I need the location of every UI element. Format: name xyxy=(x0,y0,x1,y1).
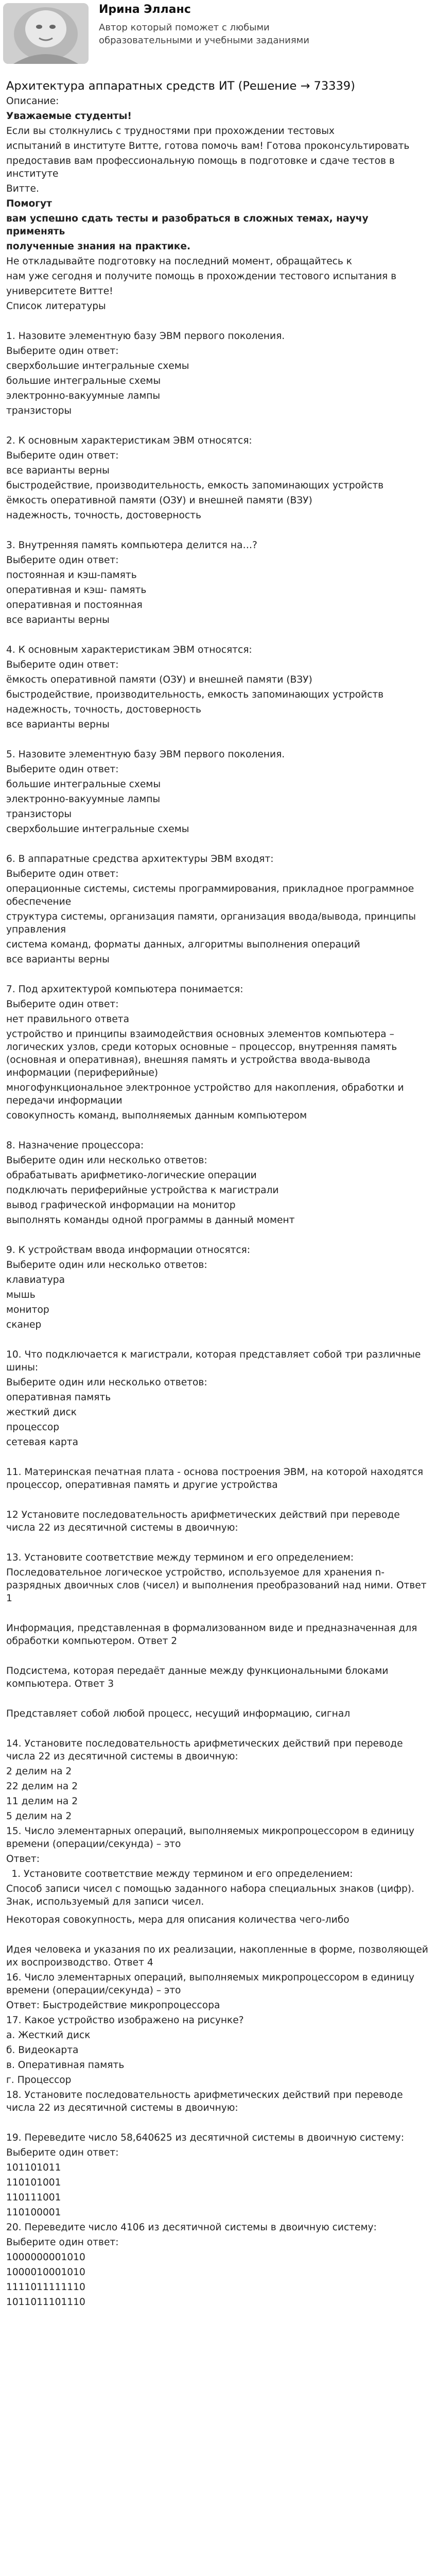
intro-line: Список литературы xyxy=(6,301,106,312)
question-line: 110101001 xyxy=(6,2177,61,2188)
question-line: 14. Установите последовательность арифметических действий при переводе числа 22 из десятичной системы в двоичную: xyxy=(6,1738,403,1762)
question-block xyxy=(6,1507,430,1535)
question-line: Ответ: Быстродействие микропроцессора xyxy=(6,2000,220,2011)
question-line: Выберите один ответ: xyxy=(6,346,119,357)
question-line: в. Оперативная память xyxy=(6,2060,125,2071)
author-info xyxy=(99,3,341,47)
intro-line: Уважаемые студенты! xyxy=(6,111,132,122)
question-line: 110100001 xyxy=(6,2207,61,2218)
question-line: 101101011 xyxy=(6,2162,61,2173)
question-block xyxy=(6,1465,430,1493)
question-block xyxy=(6,1138,430,1228)
question-block xyxy=(6,1942,430,2115)
question-line: жесткий диск xyxy=(6,1407,77,1418)
definition-line: Некоторая совокупность, мера для описания количества чего-либо xyxy=(6,1914,350,1925)
question-line: устройство и принципы взаимодействия основных элементов компьютера – логических узлов, среди которых основные – процессор, внутренняя память (основная и оперативная), внешняя память и устройства ввода-вывода информации (периферийные) xyxy=(6,1029,397,1078)
numbered-item: 1. Установите соответствие между термином и его определением: xyxy=(24,1867,430,1882)
question-line: 19. Переведите число 58,640625 из десятичной системы в двоичную систему: xyxy=(6,2132,404,2143)
question-line: а. Жесткий диск xyxy=(6,2030,91,2041)
question-line: 12 Установите последовательность арифметических действий при переводе числа 22 из десятичной системы в двоичную: xyxy=(6,1510,400,1533)
question-block xyxy=(6,1621,430,1649)
author-name[interactable]: Ирина Элланс xyxy=(99,3,191,16)
question-line: оперативная память xyxy=(6,1392,111,1403)
question-line: быстродействие, производительность, емкость запоминающих устройств xyxy=(6,480,384,491)
question-line: процессор xyxy=(6,1422,60,1433)
question-block xyxy=(6,642,430,732)
question-block xyxy=(6,1550,430,1606)
question-line: ёмкость оперативной памяти (ОЗУ) и внешней памяти (ВЗУ) xyxy=(6,495,312,506)
question-line: система команд, форматы данных, алгоритмы выполнения операций xyxy=(6,939,360,950)
intro-section xyxy=(6,94,430,314)
question-line: 1000010001010 xyxy=(6,2267,85,2278)
question-line: 3. Внутренняя память компьютера делится на…? xyxy=(6,540,257,551)
intro-line: Если вы столкнулись с трудностями при прохождении тестовых xyxy=(6,126,335,137)
question-line: совокупность команд, выполняемых данным компьютером xyxy=(6,1110,307,1121)
question-line: 1011011101110 xyxy=(6,2297,85,2308)
question-line: вывод графической информации на монитор xyxy=(6,1200,236,1211)
intro-line: Описание: xyxy=(6,96,59,107)
question-line: мышь xyxy=(6,1290,36,1300)
question-line: 110111001 xyxy=(6,2192,61,2203)
question-line: все варианты верны xyxy=(6,615,110,625)
question-line: г. Процессор xyxy=(6,2075,72,2086)
author-header xyxy=(0,0,436,78)
definition-line: Способ записи чисел с помощью заданного набора специальных знаков (цифр). Знак, используемый для записи чисел. xyxy=(6,1884,414,1907)
author-avatar xyxy=(3,3,89,64)
intro-line: испытаний в институте Витте, готова помочь вам! Готова проконсультировать xyxy=(6,141,410,151)
question-line: 11. Материнская печатная плата - основа построения ЭВМ, на которой находятся процессор, оперативная память и другие устройства xyxy=(6,1467,424,1490)
question-line: Идея человека и указания по их реализации, накопленные в форме, позволяющей их воспроизводство. Ответ 4 xyxy=(6,1944,428,1968)
question-block xyxy=(6,1736,430,1867)
question-line: Выберите один ответ: xyxy=(6,2237,119,2248)
question-line: сетевая карта xyxy=(6,1437,79,1448)
questions-section-2 xyxy=(6,1942,430,2310)
questions-section xyxy=(6,329,430,1867)
intro-line: вам успешно сдать тесты и разобраться в сложных темах, научу применять xyxy=(6,213,369,237)
question-line: 16. Число элементарных операций, выполняемых микропроцессором в единицу времени (операции/секунда) – это xyxy=(6,1972,414,1996)
question-line: Выберите один ответ: xyxy=(6,999,119,1010)
question-line: подключать периферийные устройства к магистрали xyxy=(6,1185,279,1196)
question-line: 17. Какое устройство изображено на рисунке? xyxy=(6,2015,244,2026)
question-line: все варианты верны xyxy=(6,719,110,730)
question-line: большие интегральные схемы xyxy=(6,376,161,386)
question-line: большие интегральные схемы xyxy=(6,779,161,790)
intro-line: полученные знания на практике. xyxy=(6,241,191,252)
intro-line: Не откладывайте подготовку на последний момент, обращайтесь к xyxy=(6,256,352,267)
question-line: транзисторы xyxy=(6,809,72,820)
question-line: Выберите один или несколько ответов: xyxy=(6,1155,207,1166)
question-line: 9. К устройствам ввода информации относятся: xyxy=(6,1245,251,1256)
question-block xyxy=(6,982,430,1123)
question-line: Информация, представленная в формализованном виде и предназначенная для обработки компьютером. Ответ 2 xyxy=(6,1623,417,1647)
question-line: Выберите один или несколько ответов: xyxy=(6,1377,207,1388)
question-line: клавиатура xyxy=(6,1275,65,1285)
question-line: нет правильного ответа xyxy=(6,1014,129,1025)
question-block xyxy=(6,1706,430,1721)
document-title: Архитектура аппаратных средств ИТ (Решение → 73339) xyxy=(6,79,355,93)
question-line: 2 делим на 2 xyxy=(6,1766,72,1777)
question-line: 5. Назовите элементную базу ЭВМ первого поколения. xyxy=(6,749,285,760)
question-line: ёмкость оперативной памяти (ОЗУ) и внешней памяти (ВЗУ) xyxy=(6,674,312,685)
question-line: 13. Установите соответствие между термином и его определением: xyxy=(6,1552,354,1563)
question-line: 11 делим на 2 xyxy=(6,1796,78,1807)
question-line: Выберите один ответ: xyxy=(6,450,119,461)
question-line: постоянная и кэш-память xyxy=(6,570,137,581)
question-line: выполнять команды одной программы в данный момент xyxy=(6,1215,295,1226)
question-line: Подсистема, которая передаёт данные между функциональными блоками компьютера. Ответ 3 xyxy=(6,1666,389,1689)
document-body xyxy=(0,78,436,2310)
intro-line: Помогут xyxy=(6,198,52,209)
question-line: 6. В аппаратные средства архитектуры ЭВМ входят: xyxy=(6,854,274,865)
definitions-section xyxy=(6,1882,430,1927)
intro-line: нам уже сегодня и получите помощь в прохождении тестового испытания в xyxy=(6,271,397,282)
question-block xyxy=(6,329,430,418)
question-line: надежность, точность, достоверность xyxy=(6,704,201,715)
question-line: 1. Назовите элементную базу ЭВМ первого поколения. xyxy=(6,331,285,342)
question-line: Последовательное логическое устройство, используемое для хранения n-разрядных двоичных слов (чисел) и выполнения преобразований над ними. Ответ 1 xyxy=(6,1567,427,1604)
avatar-image-icon xyxy=(3,3,89,64)
question-line: Выберите один ответ: xyxy=(6,869,119,879)
question-line: все варианты верны xyxy=(6,465,110,476)
question-line: 1000000001010 xyxy=(6,2252,85,2263)
question-block xyxy=(6,433,430,523)
question-line: монитор xyxy=(6,1304,49,1315)
question-line: Выберите один или несколько ответов: xyxy=(6,1260,207,1270)
question-line: сканер xyxy=(6,1319,42,1330)
intro-line: Витте. xyxy=(6,183,39,194)
question-line: 4. К основным характеристикам ЭВМ относятся: xyxy=(6,645,252,655)
question-line: оперативная и кэш- память xyxy=(6,585,147,596)
question-line: все варианты верны xyxy=(6,954,110,965)
question-line: Ответ: xyxy=(6,1854,40,1865)
question-line: транзисторы xyxy=(6,405,72,416)
question-line: 18. Установите последовательность арифметических действий при переводе числа 22 из десятичной системы в двоичную: xyxy=(6,2090,403,2113)
question-line: операционные системы, системы программирования, прикладное программное обеспечение xyxy=(6,884,414,907)
question-line: надежность, точность, достоверность xyxy=(6,510,201,521)
question-line: Выберите один ответ: xyxy=(6,764,119,775)
question-line: сверхбольшие интегральные схемы xyxy=(6,361,189,371)
intro-line: университете Витте! xyxy=(6,286,113,297)
question-line: обрабатывать арифметико-логические операции xyxy=(6,1170,257,1181)
question-block xyxy=(6,1664,430,1691)
numbered-list xyxy=(6,1867,430,1882)
question-line: Выберите один ответ: xyxy=(6,659,119,670)
question-line: Выберите один ответ: xyxy=(6,555,119,566)
question-line: структура системы, организация памяти, организация ввода/вывода, принципы управления xyxy=(6,911,416,935)
author-description: Автор который поможет с любыми образовательными и учебными заданиями xyxy=(99,22,309,46)
question-line: 2. К основным характеристикам ЭВМ относятся: xyxy=(6,435,252,446)
question-block xyxy=(6,538,430,628)
question-line: многофункциональное электронное устройство для накопления, обработки и передачи информации xyxy=(6,1082,404,1106)
question-line: Представляет собой любой процесс, несущий информацию, сигнал xyxy=(6,1708,351,1719)
question-line: электронно-вакуумные лампы xyxy=(6,391,161,401)
question-line: 1111011111110 xyxy=(6,2282,85,2293)
question-block xyxy=(6,747,430,837)
question-line: 20. Переведите число 4106 из десятичной системы в двоичную систему: xyxy=(6,2222,377,2233)
question-line: 5 делим на 2 xyxy=(6,1811,72,1822)
question-block xyxy=(6,2130,430,2310)
question-line: 8. Назначение процессора: xyxy=(6,1140,144,1151)
question-line: быстродействие, производительность, емкость запоминающих устройств xyxy=(6,689,384,700)
question-block xyxy=(6,1243,430,1332)
question-line: 7. Под архитектурой компьютера понимается: xyxy=(6,984,243,995)
question-line: электронно-вакуумные лампы xyxy=(6,794,161,805)
intro-line: предоставив вам профессиональную помощь в подготовке и сдаче тестов в институте xyxy=(6,156,395,179)
question-line: б. Видеокарта xyxy=(6,2045,79,2056)
question-line: 10. Что подключается к магистрали, которая представляет собой три различные шины: xyxy=(6,1349,421,1373)
question-block xyxy=(6,852,430,967)
question-line: Выберите один ответ: xyxy=(6,2147,119,2158)
question-block xyxy=(6,1347,430,1450)
question-line: 22 делим на 2 xyxy=(6,1781,78,1792)
question-line: сверхбольшие интегральные схемы xyxy=(6,824,189,835)
question-line: 15. Число элементарных операций, выполняемых микропроцессором в единицу времени (операции/секунда) – это xyxy=(6,1826,414,1850)
question-line: оперативная и постоянная xyxy=(6,600,143,611)
